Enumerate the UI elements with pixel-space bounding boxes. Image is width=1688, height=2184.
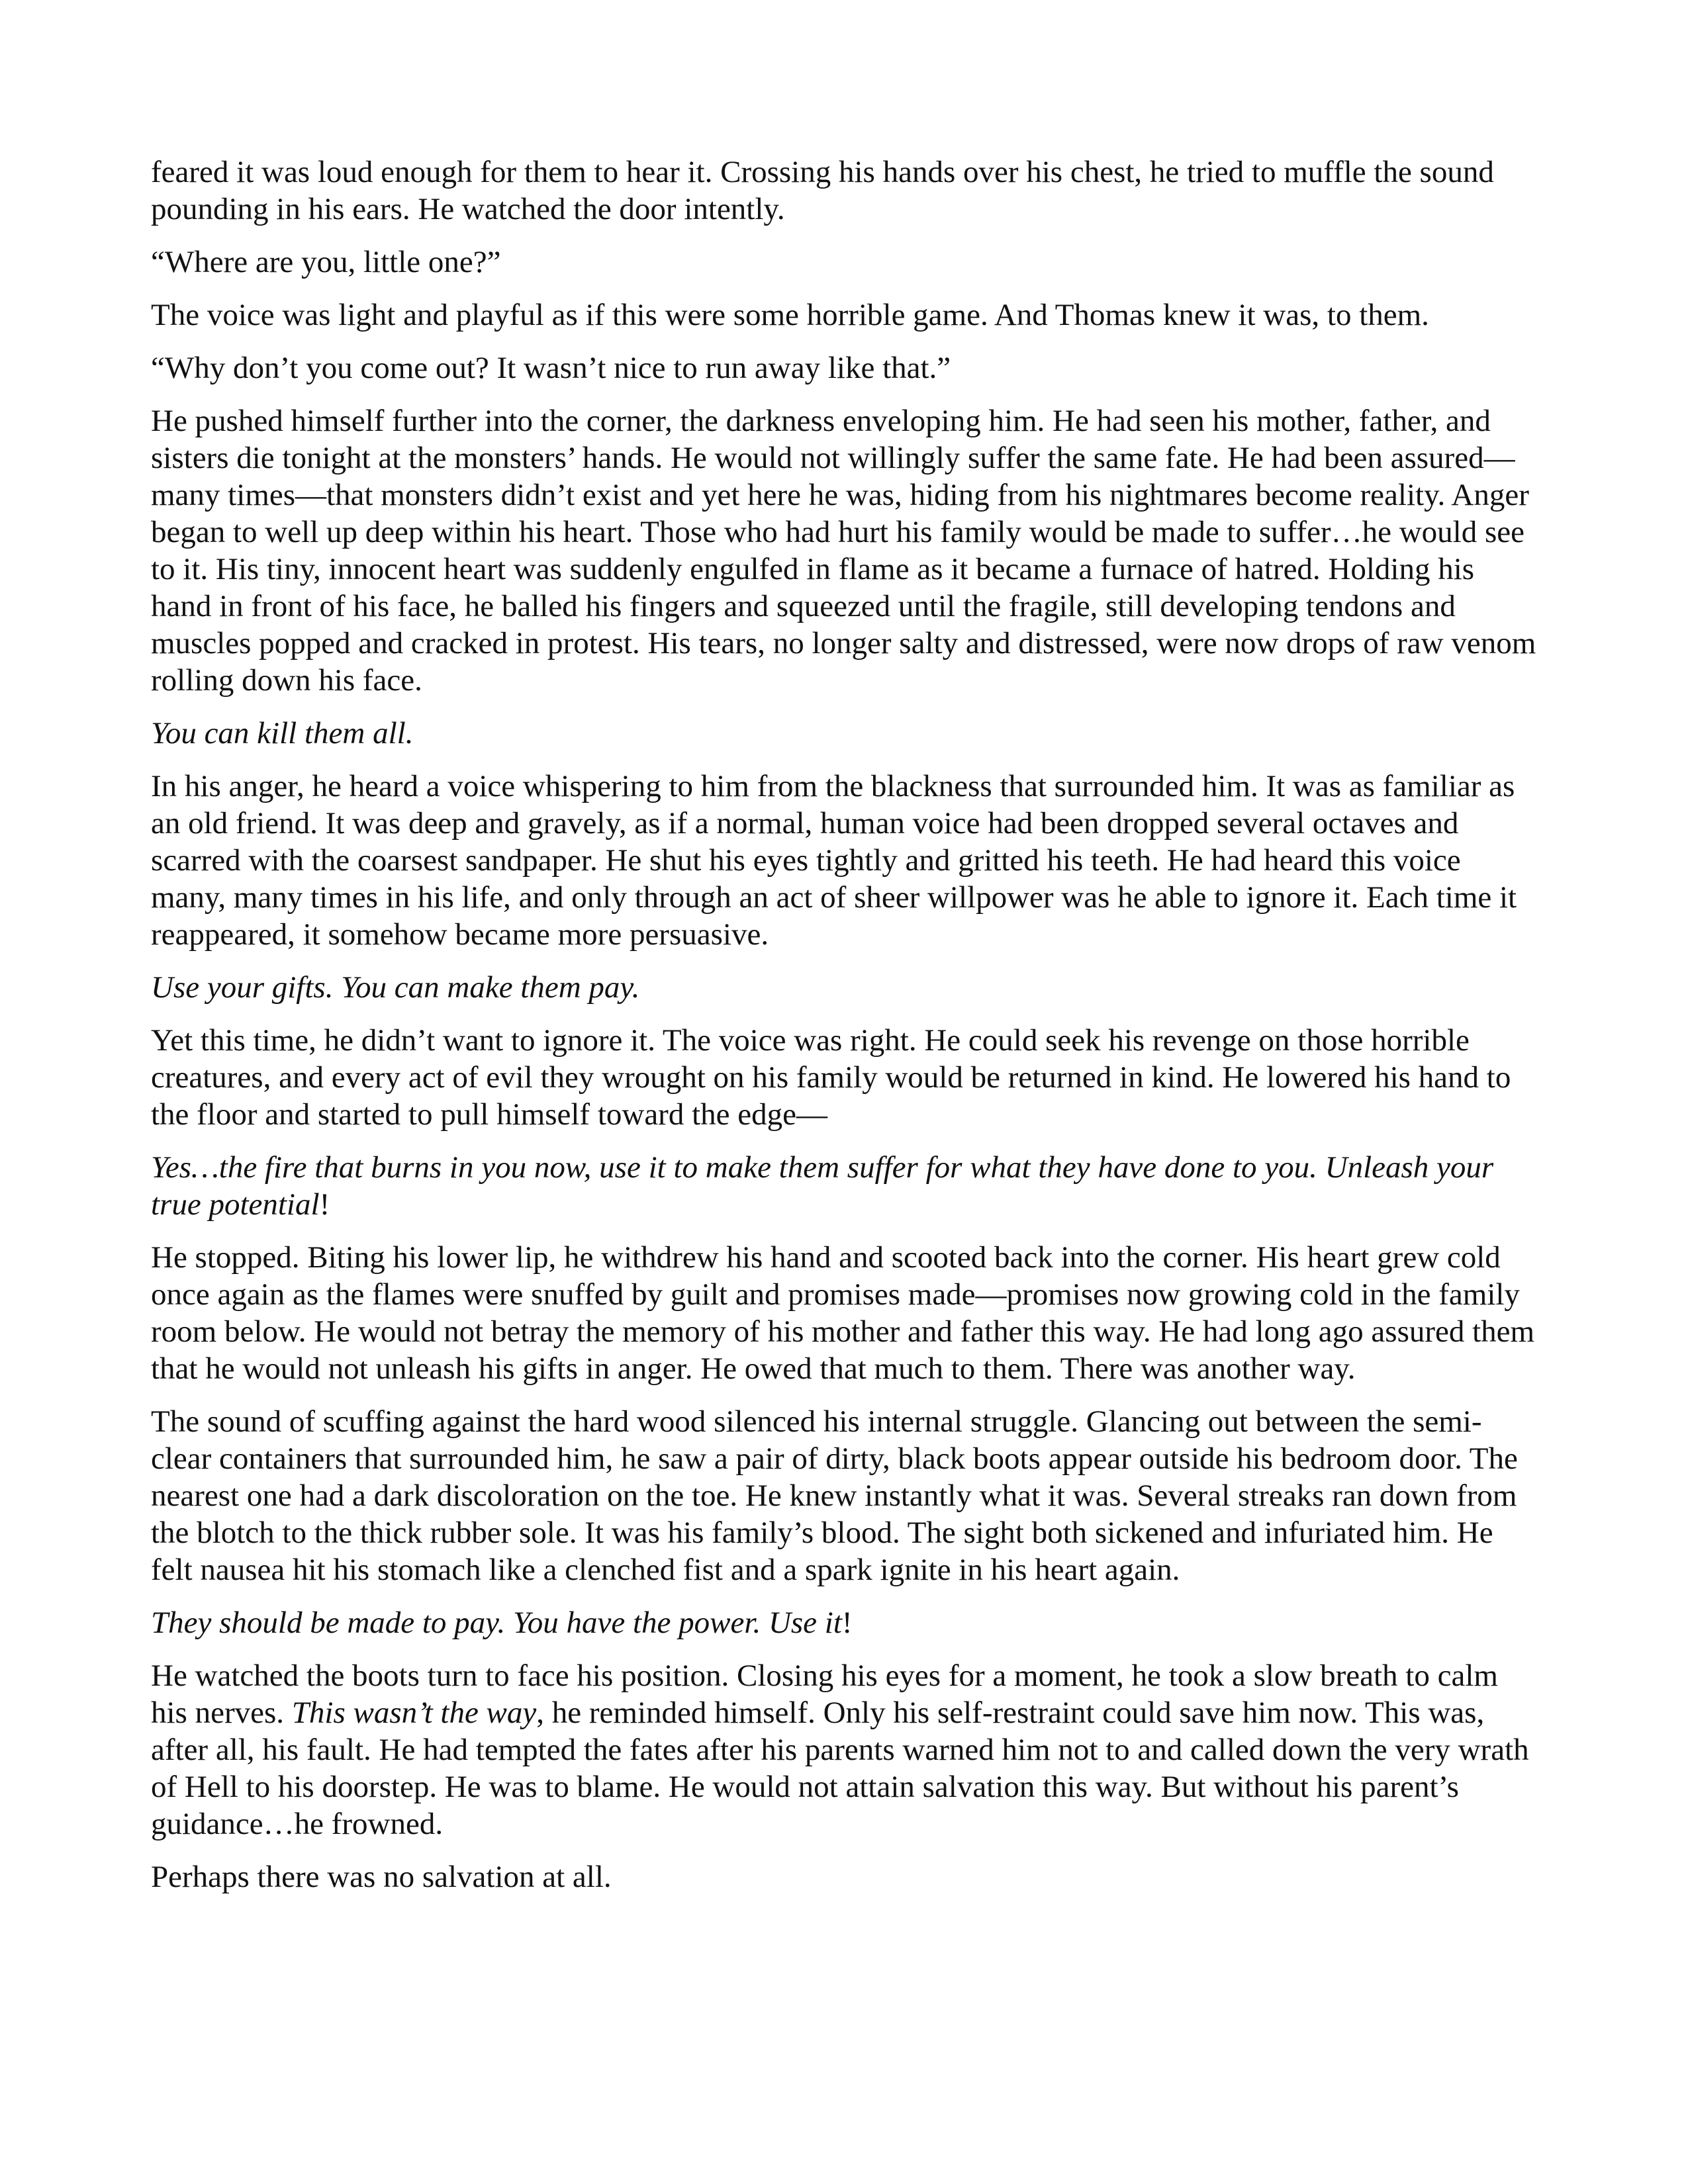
paragraph-13-text: They should be made to pay. You have the power. Use it	[151, 1606, 842, 1640]
paragraph-14	[151, 1657, 1541, 1843]
paragraph-8-inner-voice: Use your gifts. You can make them pay.	[151, 970, 640, 1005]
paragraph-13-exclamation: !	[841, 1606, 853, 1640]
paragraph-14-italic-thought: This wasn’t the way	[291, 1696, 537, 1730]
paragraph-2-dialogue: “Where are you, little one?”	[151, 245, 501, 279]
paragraph-12: The sound of scuffing against the hard wood silenced his internal struggle. Glancing out between the semi-clear containers that surrounded him, he saw a pair of dirty, black boots appear outside his bedroom door. The nearest one had a dark discoloration on the toe. He knew instantly what it was. Several streaks ran down from the blotch to the thick rubber sole. It was his family’s blood. The sight both sickened and infuriated him. He felt nausea hit his stomach like a clenched fist and a spark ignite in his heart again.	[151, 1404, 1518, 1587]
paragraph-10-exclamation: !	[319, 1187, 330, 1222]
paragraph-10-inner-voice	[151, 1149, 1541, 1223]
paragraph-4-dialogue: “Why don’t you come out? It wasn’t nice to run away like that.”	[151, 351, 951, 385]
paragraph-15: Perhaps there was no salvation at all.	[151, 1860, 612, 1894]
paragraph-10-text: Yes…the fire that burns in you now, use it to make them suffer for what they have done to you. Unleash your true potential	[151, 1150, 1494, 1222]
paragraph-14-rest: , he reminded himself. Only his self-restraint could save him now. This was, after all, his fault. He had tempted the fates after his parents warned him not to and called down the very wrath of Hell to his doorstep. He was to blame. He would not attain salvation this way. But without his parent’s guidance…he frowned.	[151, 1696, 1529, 1841]
paragraph-7: In his anger, he heard a voice whispering to him from the blackness that surrounded him. It was as familiar as an old friend. It was deep and gravely, as if a normal, human voice had been dropped several octaves and scarred with the coarsest sandpaper. He shut his eyes tightly and gritted his teeth. He had heard this voice many, many times in his life, and only through an act of sheer willpower was he able to ignore it. Each time it reappeared, it somehow became more persuasive.	[151, 769, 1517, 952]
paragraph-14-lead: He watched the boots turn to face his position. Closing his eyes for a moment, he took a slow breath to calm his nerves.	[151, 1659, 1498, 1730]
document-page	[151, 154, 1541, 1911]
paragraph-9: Yet this time, he didn’t want to ignore it. The voice was right. He could seek his revenge on those horrible creatures, and every act of evil they wrought on his family would be returned in kind. He lowered his hand to the floor and started to pull himself toward the edge—	[151, 1023, 1511, 1132]
paragraph-1: feared it was loud enough for them to hear it. Crossing his hands over his chest, he tried to muffle the sound pounding in his ears. He watched the door intently.	[151, 155, 1494, 226]
paragraph-3: The voice was light and playful as if this were some horrible game. And Thomas knew it was, to them.	[151, 298, 1429, 332]
paragraph-6-inner-voice: You can kill them all.	[151, 716, 414, 751]
paragraph-5: He pushed himself further into the corner, the darkness enveloping him. He had seen his mother, father, and sisters die tonight at the monsters’ hands. He would not willingly suffer the same fate. He had been assured—many times—that monsters didn’t exist and yet here he was, hiding from his nightmares become reality. Anger began to well up deep within his heart. Those who had hurt his family would be made to suffer…he would see to it. His tiny, innocent heart was suddenly engulfed in flame as it became a furnace of hatred. Holding his hand in front of his face, he balled his fingers and squeezed until the fragile, still developing tendons and muscles popped and cracked in protest. His tears, no longer salty and distressed, were now drops of raw venom rolling down his face.	[151, 404, 1536, 698]
paragraph-13-inner-voice	[151, 1604, 1541, 1641]
paragraph-11: He stopped. Biting his lower lip, he withdrew his hand and scooted back into the corner. His heart grew cold once again as the flames were snuffed by guilt and promises made—promises now growing cold in the family room below. He would not betray the memory of his mother and father this way. He had long ago assured them that he would not unleash his gifts in anger. He owed that much to them. There was another way.	[151, 1240, 1535, 1386]
